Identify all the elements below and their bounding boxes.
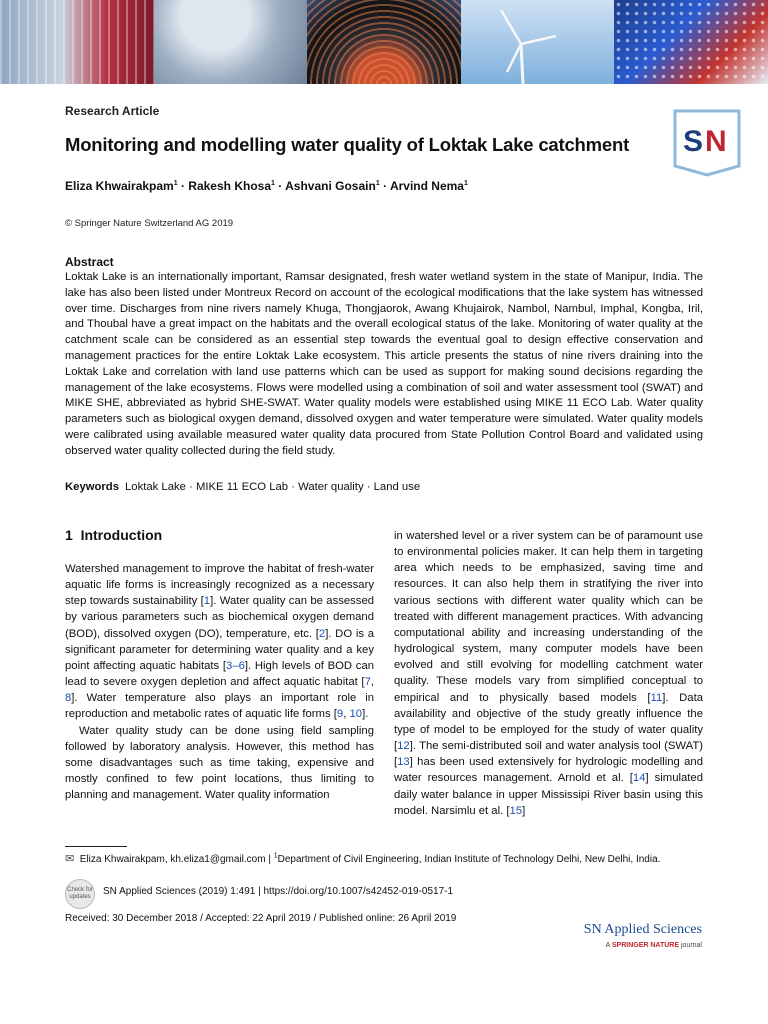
citation-link[interactable]: 9 xyxy=(336,708,344,721)
abstract-heading: Abstract xyxy=(65,255,114,269)
paragraph: Watershed management to improve the habitat of fresh-water aquatic life forms is increasingly recognized as a necessary step towards sustainability [1]. Water quality can be assessed by various parameters such as biochemical oxygen demand (BOD), dissolved oxygen (DO), temperature, etc. [2]. DO is a significant parameter for determining water quality and a key point affecting aquatic habitats [3–6]. High levels of BOD can lead to severe oxygen depletion and affect aquatic habitat [7, 8]. Water temperature also plays an important role in reproduction and metabolic rates of aquatic life forms [9, 10]. xyxy=(65,563,375,721)
author-list: Eliza Khwairakpam$^1$ · Rakesh Khosa$^1$ · Ashvani Gosain$^1$ · Arvind Nema$^1$ xyxy=(65,179,468,193)
sn-logo-icon xyxy=(672,108,742,178)
journal-name: SN Applied Sciences xyxy=(583,922,702,937)
affiliation: Department of Civil Engineering, Indian Institute of Technology Delhi, New Delhi, India. xyxy=(277,854,661,865)
citation-link[interactable]: 12 xyxy=(397,740,410,753)
citation-link[interactable]: 8 xyxy=(65,692,72,705)
citation-link[interactable]: 13 xyxy=(397,756,410,769)
envelope-icon: ✉ xyxy=(65,853,75,865)
banner-image-1 xyxy=(0,0,154,84)
copyright-notice: © Springer Nature Switzerland AG 2019 xyxy=(65,218,234,229)
publication-dates: Received: 30 December 2018 / Accepted: 22 April 2019 / Published online: 26 April 2019 xyxy=(65,913,457,924)
citation-line[interactable]: SN Applied Sciences (2019) 1:491 | https://doi.org/10.1007/s42452-019-0517-1 xyxy=(103,886,454,897)
paragraph: Water quality study can be done using field sampling followed by laboratory analysis. However, this method has some disadvantages such as time taking, expensive and mostly confined to few point locations, thus limiting to planning and management. Water quality information xyxy=(65,724,374,802)
svg-text:N: N xyxy=(705,125,727,158)
svg-text:S: S xyxy=(683,125,704,158)
correspondence[interactable]: Eliza Khwairakpam, kh.eliza1@gmail.com | xyxy=(79,854,274,865)
section-heading: 1 Introduction xyxy=(65,527,163,543)
citation-link[interactable]: 1 xyxy=(203,595,211,608)
footnote-divider xyxy=(65,846,127,847)
check-for-updates-icon[interactable]: Check for updates xyxy=(65,879,95,909)
citation-link[interactable]: 10 xyxy=(349,708,363,721)
author-name[interactable]: Ashvani Gosain xyxy=(285,179,376,193)
keywords-line xyxy=(65,481,420,493)
article-type: Research Article xyxy=(65,104,160,118)
author-name[interactable]: Rakesh Khosa xyxy=(188,179,271,193)
banner-image-2 xyxy=(154,0,308,84)
citation-link[interactable]: 11 xyxy=(650,691,663,704)
banner-image-5 xyxy=(614,0,768,84)
abstract-text: Loktak Lake is an internationally important, Ramsar designated, fresh water wetland system in the state of Manipur, India. The lake has also been listed under Montreux Record on account of the ecological modifications that the lake system has witnessed over time. Discharges from nine rivers namely Khuga, Thongjaorok, Awang Khujairok, Nambol, Nambul, Imphal, Kongba, Iril, and Thoubal have a great impact on the habitats and the overall ecological status of the lake. Monitoring of water quality at the catchment scale can be considered as an essential step towards the eventual goal to design effective conservation and management practices for the entire Loktak Lake ecosystem. This article presents the status of nine rivers draining into the Loktak Lake and correlation with land use patterns which can be used as support for making sound decisions regarding the management of the lake ecosystems. Flows were modelled using a combination of soil and water assessment tool (SWAT) and MIKE SHE, abbreviated as hybrid SHE-SWAT. Water quality models were established using MIKE 11 ECO Lab. Water quality parameters such as biological oxygen demand, dissolved oxygen and water temperature were simulated. Water quality models were calibrated using available measured water quality data procured from State Pollution Control Board and validated using observed water quality collected during the field study. xyxy=(65,271,703,457)
citation-link[interactable]: 15 xyxy=(509,804,523,817)
body-column-right xyxy=(394,528,703,819)
keywords-label: Keywords xyxy=(65,481,119,493)
footnote: ✉ Eliza Khwairakpam, kh.eliza1@gmail.com | $^1$Department of Civil Engineering, Indian Institute of Technology Delhi, New Delhi, India. xyxy=(65,852,661,865)
banner-image-3 xyxy=(307,0,461,84)
header-banner xyxy=(0,0,768,84)
journal-publisher: A SPRINGER NATURE journal xyxy=(605,942,702,949)
paper-title: Monitoring and modelling water quality of Loktak Lake catchment xyxy=(65,134,630,155)
banner-image-wind-turbine xyxy=(461,0,615,84)
author-name[interactable]: Arvind Nema xyxy=(389,179,464,193)
author-name[interactable]: Eliza Khwairakpam xyxy=(65,179,174,193)
citation-link[interactable]: 14 xyxy=(632,772,646,785)
citation-link[interactable]: 3–6 xyxy=(226,659,245,672)
paragraph: in watershed level or a river system can be of paramount use to environmental policies maker. It can help them in targeting area which needs to be emphasized, saving time and resources. It can also help them in stratifying the river into various sections with different water quality which can be treated with different management practices. With advancing computational ability and increasing understanding of the hydrological system, many computer models have been evolved and still evolving for modelling catchment water quality. These models vary from simplified conceptual to empirical and to physically based models [11]. Data availability and objective of the study greatly influence the type of model to be employed for the study of water quality [12]. The semi-distributed soil and water analysis tool (SWAT) [13] has been used extensively for hydrologic modelling and water resources management. Arnold et al. [14] simulated daily water balance in upper Mississipi River basin using this model. Narsimlu et al. [15] xyxy=(394,530,703,817)
keywords-text: Loktak Lake · MIKE 11 ECO Lab · Water quality · Land use xyxy=(125,481,421,493)
citation-link[interactable]: 7 xyxy=(364,676,371,689)
body-column-left xyxy=(65,561,374,803)
citation-link[interactable]: 2 xyxy=(318,627,326,640)
